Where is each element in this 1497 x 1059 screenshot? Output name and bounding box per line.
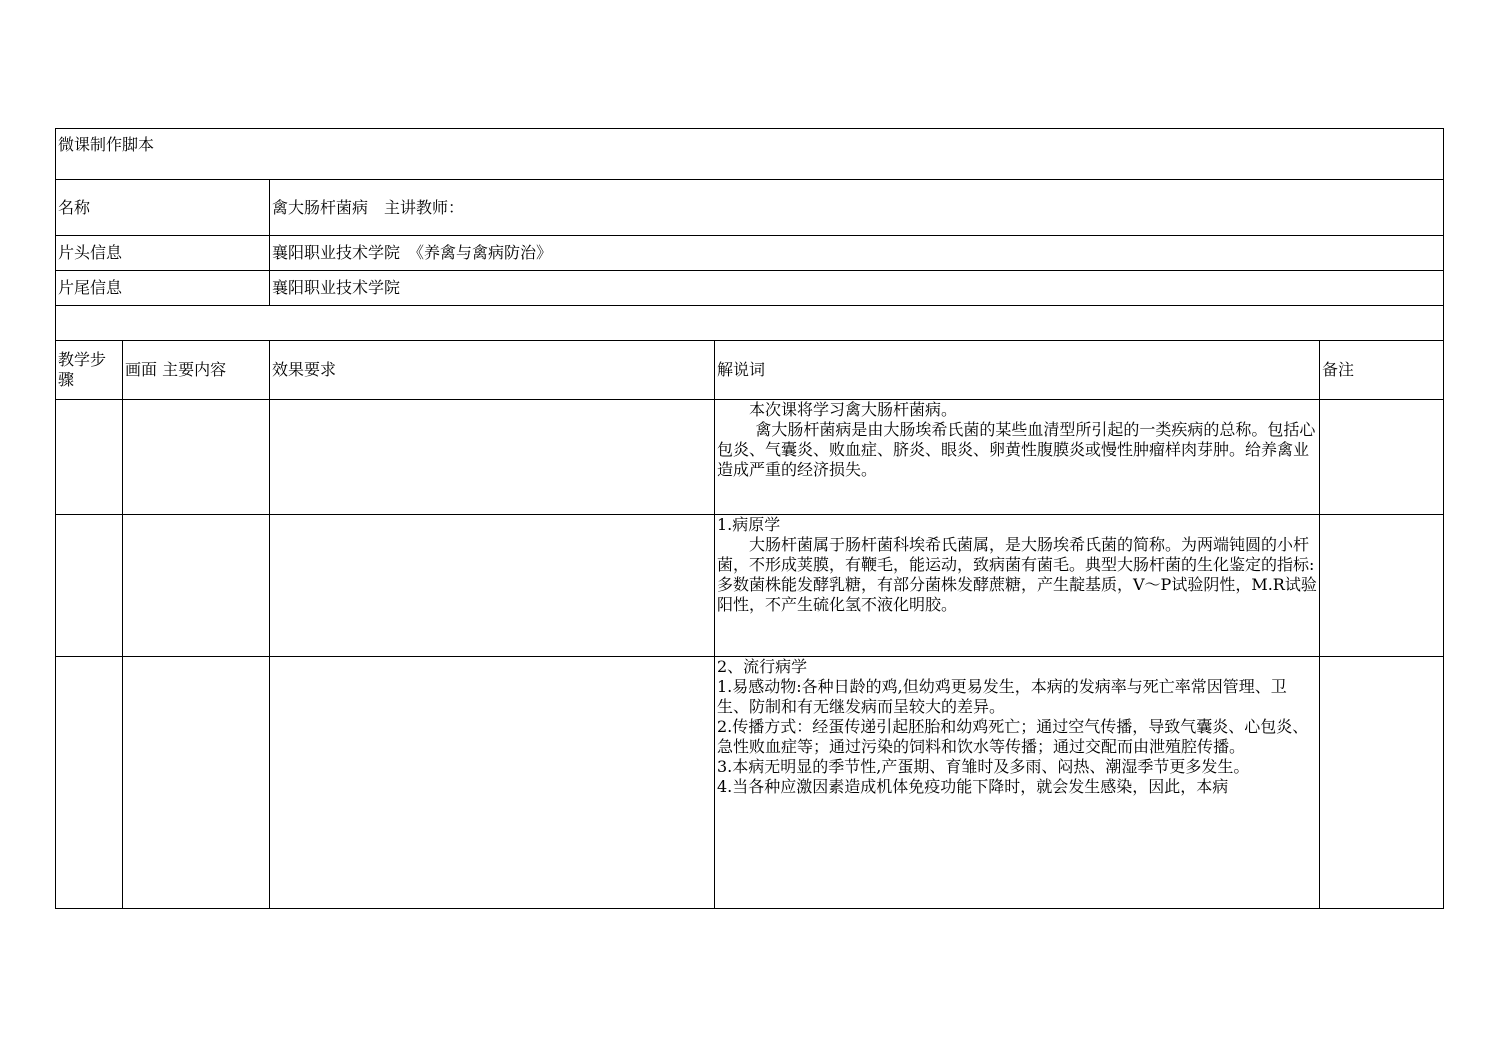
narration-paragraph: 3.本病无明显的季节性,产蛋期、育雏时及多雨、闷热、潮湿季节更多发生。: [717, 757, 1250, 776]
header-narration: 解说词: [715, 341, 1320, 400]
spacer-cell: [56, 306, 1444, 341]
note-cell: [1320, 657, 1444, 909]
opening-value: 襄阳职业技术学院 《养禽与禽病防治》: [270, 236, 1444, 271]
screen-cell: [123, 400, 270, 515]
narration-clip: [717, 657, 1317, 905]
table-title: 微课制作脚本: [56, 129, 1444, 180]
effect-cell: [270, 400, 715, 515]
name-label: 名称: [56, 180, 270, 236]
name-row: [56, 180, 1444, 236]
screen-cell: [123, 515, 270, 657]
narration-paragraph: 本次课将学习禽大肠杆菌病。: [749, 400, 958, 419]
step-cell: [56, 400, 123, 515]
screen-cell: [123, 657, 270, 909]
table-row: [56, 400, 1444, 515]
step-cell: [56, 515, 123, 657]
closing-value: 襄阳职业技术学院: [270, 271, 1444, 306]
spacer-row: [56, 306, 1444, 341]
note-cell: [1320, 515, 1444, 657]
narration-paragraph: 4.当各种应激因素造成机体免疫功能下降时，就会发生感染，因此，本病: [717, 777, 1229, 796]
table-row: [56, 657, 1444, 909]
opening-label: 片头信息: [56, 236, 270, 271]
effect-cell: [270, 657, 715, 909]
narration-paragraph: 1.易感动物:各种日龄的鸡,但幼鸡更易发生，本病的发病率与死亡率常因管理、卫生、防制和有无继发病而呈较大的差异。: [717, 677, 1287, 716]
table-row: [56, 515, 1444, 657]
header-effect: 效果要求: [270, 341, 715, 400]
step-cell: [56, 657, 123, 909]
column-header-row: [56, 341, 1444, 400]
header-screen: 画面 主要内容: [123, 341, 270, 400]
name-value: 禽大肠杆菌病 主讲教师：: [270, 180, 1444, 236]
title-row: [56, 129, 1444, 180]
note-cell: [1320, 400, 1444, 515]
opening-row: [56, 236, 1444, 271]
closing-row: [56, 271, 1444, 306]
header-note: 备注: [1320, 341, 1444, 400]
narration-paragraph: 禽大肠杆菌病是由大肠埃希氏菌的某些血清型所引起的一类疾病的总称。包括心包炎、气囊炎、败血症、脐炎、眼炎、卵黄性腹膜炎或慢性肿瘤样肉芽肿。给养禽业造成严重的经济损失。: [717, 420, 1316, 479]
narration-cell: [715, 400, 1320, 515]
closing-label: 片尾信息: [56, 271, 270, 306]
narration-paragraph: 1.病原学: [717, 515, 781, 534]
script-table: [55, 128, 1444, 909]
header-step: 教学步骤: [56, 341, 123, 400]
narration-cell: [715, 515, 1320, 657]
narration-paragraph: 2.传播方式：经蛋传递引起胚胎和幼鸡死亡；通过空气传播，导致气囊炎、心包炎、急性败血症等；通过污染的饲料和饮水等传播；通过交配而由泄殖腔传播。: [717, 717, 1309, 756]
effect-cell: [270, 515, 715, 657]
narration-paragraph: 2、流行病学: [717, 657, 808, 676]
narration-cell: [715, 657, 1320, 909]
narration-paragraph: 大肠杆菌属于肠杆菌科埃希氏菌属，是大肠埃希氏菌的简称。为两端钝圆的小杆菌，不形成荚膜，有鞭毛，能运动，致病菌有菌毛。典型大肠杆菌的生化鉴定的指标:多数菌株能发酵乳糖，有部分菌株发酵蔗糖，产生靛基质，V～P试验阴性，M.R试验阳性，不产生硫化氢不液化明胶。: [717, 535, 1317, 614]
